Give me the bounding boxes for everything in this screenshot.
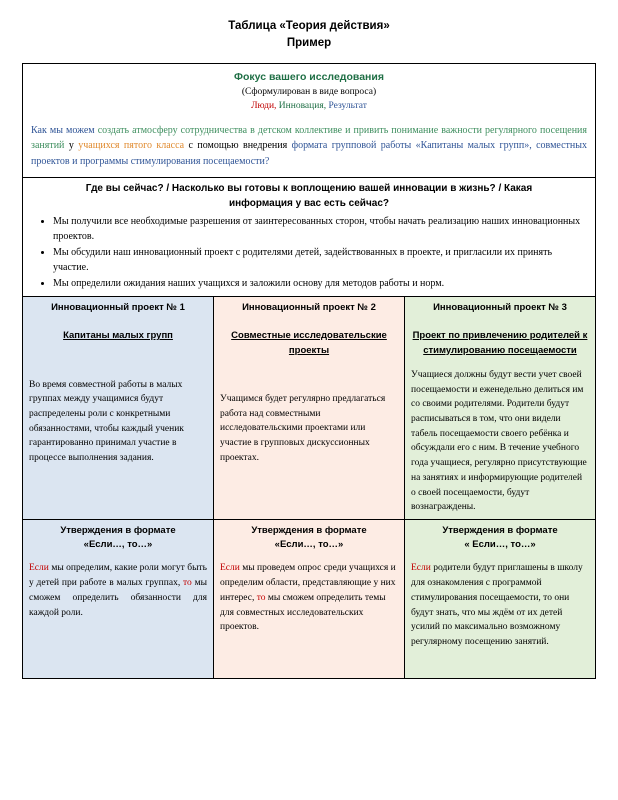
statement-header-3-line1: Утверждения в формате: [442, 524, 558, 536]
focus-question: [31, 123, 587, 170]
statement-header-1-line1: Утверждения в формате: [60, 524, 176, 536]
where-heading-line1: Где вы сейчас? / Насколько вы готовы к воплощению вашей инновации в жизнь? / Какая: [85, 183, 533, 195]
statement-header-2: [220, 524, 398, 553]
statement-text-a-2: мы проведем опрос среди учащихся и определим области, представляющие у них интерес,: [220, 563, 396, 603]
keyword-innovation: Инновация,: [278, 101, 327, 112]
project-body-2: Учащимся будет регулярно предлагаться работа над совместными исследовательскими проектами или участие в групповых дискуссионных проектах.: [220, 393, 386, 463]
statements-row: [23, 519, 596, 678]
focus-question-result-phrase: формата групповой работы «Капитаны малых групп», совместных проектов и программы стимулирования посещаемости: [31, 140, 587, 167]
list-item: • Мы обсудили наш инновационный проект с родителями детей, задействованных в проекте, и пригласили их принять участие.: [53, 245, 589, 275]
statement-header-2-line2: «Если…, то…»: [274, 539, 344, 551]
statement-header-3-line2: « Если…, то…»: [464, 539, 536, 551]
focus-question-people-phrase: учащихся пятого класса: [78, 140, 185, 152]
statement-cell-3: [405, 519, 596, 678]
keyword-people: Люди,: [251, 101, 277, 112]
keyword-result: Результат: [328, 101, 367, 112]
statement-header-2-line1: Утверждения в формате: [251, 524, 367, 536]
list-item: • Мы определили ожидания наших учащихся и заложили основу для методов работы и норм.: [53, 276, 589, 291]
where-row: [23, 178, 596, 297]
focus-subheading: (Сформулирован в виде вопроса): [241, 87, 377, 98]
document-title: [22, 18, 596, 51]
statement-text-a-3: родители будут приглашены в школу для ознакомления с программой стимулирования посещаемости, то они будут знать, что мы ждём от их детей усилий по максимально возможному регулярному посещению занятий.: [411, 563, 583, 648]
focus-question-part7: ?: [264, 155, 270, 167]
where-cell: [23, 178, 596, 297]
focus-keywords: [31, 99, 587, 113]
where-heading-line2: информация у вас есть сейчас?: [228, 197, 389, 209]
project-cell-3: [405, 297, 596, 520]
where-bullet-list: [29, 214, 589, 291]
theory-of-action-table: [22, 63, 596, 679]
statement-header-1-line2: «Если…, то…»: [83, 539, 153, 551]
statement-header-1: [29, 524, 207, 553]
statement-text-b-2: мы сможем определить темы для совместных исследовательских проектов.: [220, 592, 386, 633]
project-header-2: Инновационный проект № 2: [242, 302, 376, 314]
statement-text-b-1: мы сможем определить обязанности для каждой роли.: [29, 578, 207, 618]
focus-question-part1: Как мы можем: [31, 124, 98, 136]
statement-if-word-2: Если: [220, 563, 240, 574]
statement-if-word-3: Если: [411, 563, 431, 574]
statement-header-3: [411, 524, 589, 553]
statement-if-word-1: Если: [29, 563, 49, 574]
project-header-3: Инновационный проект № 3: [433, 302, 567, 314]
document-title-line1: Таблица «Теория действия»: [228, 20, 390, 32]
project-subheader-3: Проект по привлечению родителей к стимулированию посещаемости: [412, 330, 588, 356]
project-subheader-1: Капитаны малых групп: [63, 330, 173, 342]
focus-cell: [23, 64, 596, 178]
project-body-3: Учащиеся должны будут вести учет своей посещаемости и еженедельно делиться им со своими родителями. Родители будут расписываться в том, что они видели табель посещаемости своего ребёнка и обсуждали его с ним. В течение учебного года учащиеся, регулярно присутствующие на занятиях и информирующие родителей о своей посещаемости, будут вознаграждены.: [411, 369, 587, 513]
focus-question-part5: с помощью внедрения: [184, 140, 292, 152]
statement-body-1: [29, 561, 207, 620]
statement-then-word-1: то: [183, 578, 192, 589]
statement-cell-2: [214, 519, 405, 678]
where-heading: [29, 182, 589, 211]
statement-body-3: [411, 561, 589, 649]
document-title-line2: Пример: [286, 36, 332, 49]
projects-row: [23, 297, 596, 520]
project-cell-1: [23, 297, 214, 520]
focus-heading: Фокус вашего исследования: [234, 71, 384, 84]
statement-body-2: [220, 561, 398, 635]
focus-row: [23, 64, 596, 178]
focus-question-part3: у: [64, 140, 79, 152]
focus-question-innovation-phrase: создать атмосферу сотрудничества в детском коллективе и привить понимание важности регулярного посещения занятий: [31, 124, 588, 152]
statement-cell-1: [23, 519, 214, 678]
project-header-1: Инновационный проект № 1: [51, 302, 185, 314]
project-body-1: Во время совместной работы в малых группах между учащимися будут распределены роли с конкретными обязанностями, чтобы каждый ученик гарантированно принимал участие в процессе выполнения задания.: [29, 379, 184, 464]
project-subheader-2: Совместные исследовательские проекты: [231, 330, 387, 356]
statement-then-word-2: то: [256, 592, 266, 603]
list-item: • Мы получили все необходимые разрешения от заинтересованных сторон, чтобы начать реализацию наших инновационных проектов.: [53, 214, 589, 244]
project-cell-2: [214, 297, 405, 520]
statement-text-a-1: мы определим, какие роли могут быть у детей при работе в малых группах,: [29, 563, 207, 589]
